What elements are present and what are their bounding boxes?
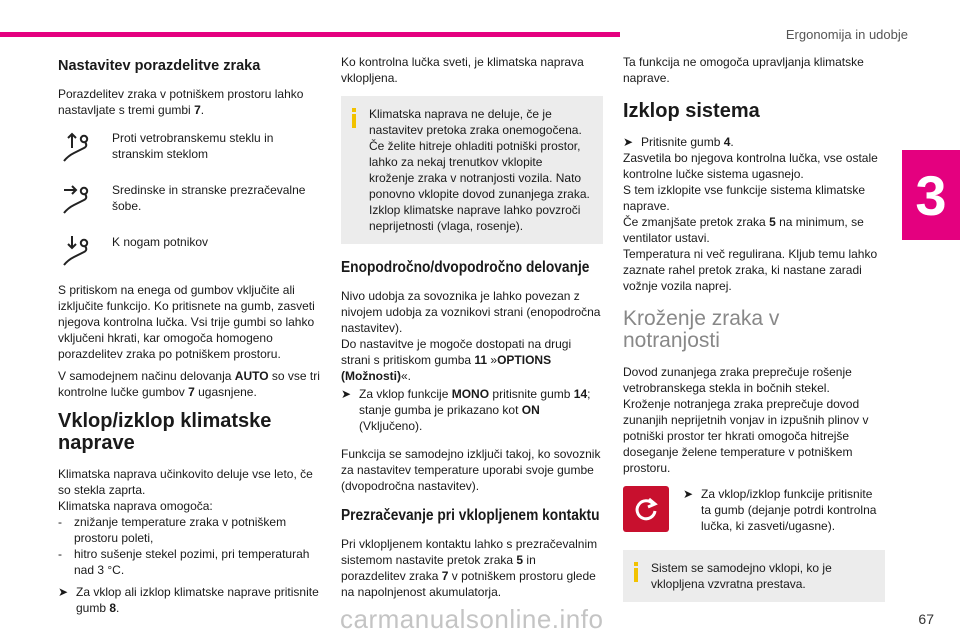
heading-system-off: Izklop sistema (623, 100, 760, 122)
vent-center-item (58, 180, 323, 216)
mono-instruction: ➤ Za vklop funkcije MONO pritisnite gumb 14; stanje gumba je prikazano kot ON (Vključeno). (341, 387, 591, 433)
header-accent-bar (0, 32, 620, 37)
arrow-bullet-icon: ➤ (341, 387, 352, 401)
info-box-reverse: Sistem se samodejno vklopi, ko je vklopljena vzvratna prestava. (623, 550, 885, 602)
contact-ventilation-text: Pri vklopljenem kontaktu lahko s prezračevalnim sistemom nastavite pretok zraka 5 in porazdelitev zraka 7 v potniškem prostoru glede na napolnjenost akumulatorja. (341, 537, 598, 599)
recirculation-instruction: ➤ Za vklop/izklop funkcije pritisnite ta gumb (dejanje potrdi kontrolna lučka, ki zasveti/ugasne). (623, 486, 885, 534)
list-item: - znižanje temperature zraka v potniškem prostoru poleti, (58, 515, 287, 545)
vent-feet-item (58, 232, 323, 268)
recirculation-text-1: Dovod zunanjega zraka preprečuje rošenje vetrobranskega stekla in bočnih stekel. (623, 365, 852, 395)
auto-mode-text: V samodejnem načinu delovanja AUTO so vse tri kontrolne lučke gumbov 7 ugasnjene. (58, 369, 320, 399)
options-access-text: Do nastavitve je mogoče dostopati na drugi strani s pritiskom gumba 11 »OPTIONS (Možnosti)«. (341, 337, 572, 383)
heading-air-distribution: Nastavitev porazdelitve zraka (58, 58, 261, 74)
vent-windscreen-item (58, 128, 323, 164)
vent-label-center: Sredinske in stranske prezračevalne šobe. (112, 183, 306, 213)
arrow-bullet-icon: ➤ (683, 487, 694, 501)
heading-mono-dual-zone: Enopodročno/dvopodročno delovanje (341, 259, 590, 276)
system-off-text-1: Zasvetila bo njegova kontrolna lučka, vse ostale kontrolne lučke sistema ugasnejo. (623, 151, 878, 181)
info-box-ac: Klimatska naprava ne deluje, če je nastavitev pretoka zraka onemogočena. Če želite hitreje ohladiti potniški prostor, lahko za nekaj trenutkov vklopite kroženje zraka v notranjosti vozila. Nato ponovno vklopite dovod zunanjega zraka. Izklop klimatske naprave lahko povzroči neprijetnosti (vlaga, rosenje). (341, 96, 603, 244)
arrow-bullet-icon: ➤ (623, 135, 634, 149)
recirculation-button[interactable] (623, 486, 669, 532)
info-icon (350, 108, 358, 128)
center-vent-icon (58, 180, 106, 216)
ac-enables-text: Klimatska naprava omogoča: (58, 499, 213, 513)
info-icon (632, 562, 640, 582)
watermark: carmanualsonline.info (340, 604, 604, 634)
page-header-title: Ergonomija in udobje (785, 27, 908, 42)
feet-vent-icon (58, 232, 106, 268)
system-off-instruction: ➤ Pritisnite gumb 4. (623, 135, 734, 149)
arrow-bullet-icon: ➤ (58, 585, 69, 599)
system-off-text-3: Če zmanjšate pretok zraka 5 na minimum, se ventilator ustavi. (623, 215, 864, 245)
recirculation-icon (631, 494, 661, 524)
column-2 (341, 54, 603, 606)
vent-label-windscreen: Proti vetrobranskemu steklu in stranskim steklom (112, 131, 274, 161)
windscreen-vent-icon (58, 128, 106, 164)
air-distribution-intro: Porazdelitev zraka v potniškem prostoru lahko nastavljate s tremi gumbi 7. (58, 87, 304, 117)
column-3 (623, 54, 885, 618)
ac-efficiency-text: Klimatska naprava učinkovito deluje vse leto, če so stekla zaprta. (58, 467, 313, 497)
list-item: - hitro sušenje stekel pozimi, pri temperaturah nad 3 °C. (58, 547, 310, 577)
auto-off-text: Funkcija se samodejno izključi takoj, ko sovoznik za nastavitev temperature uporabi svoje gumbe (dvopodročna nastavitev). (341, 447, 601, 493)
recirculation-text-2: Kroženje notranjega zraka preprečuje dovod zunanjih neprijetnih vonjav in izpušnih plinov v potniški prostor ter hkrati omogoča hitrejše doseganje želene temperature v potniškem prostoru. (623, 397, 869, 475)
press-button-text: S pritiskom na enega od gumbov vključite ali izključite funkcijo. Ko pritisnete na gumb, zasveti njegova kontrolna lučka. Vsi trije gumbi so lahko vključeni hkrati, kar omogoča homogeno porazdelitev zraka po potniškem prostoru. (58, 283, 315, 361)
ac-toggle-instruction: ➤ Za vklop ali izklop klimatske naprave pritisnite gumb 8. (58, 585, 319, 615)
vent-label-feet: K nogam potnikov (112, 235, 209, 249)
ac-light-text: Ko kontrolna lučka sveti, je klimatska naprava vklopljena. (341, 55, 584, 85)
mono-zone-text: Nivo udobja za sovoznika je lahko povezan z nivojem udobja za voznikovi strani (enopodročna nastavitev). (341, 289, 601, 335)
page-number: 67 (918, 611, 934, 627)
no-control-text: Ta funkcija ne omogoča upravljanja klimatske naprave. (623, 55, 864, 85)
chapter-tab: 3 (902, 150, 960, 240)
heading-recirculation: Kroženje zraka v notranjosti (623, 307, 780, 352)
system-off-text-4: Temperatura ni več regulirana. Kljub temu lahko zaznate rahel pretok zraka, ki nastane zaradi vožnje vozila naprej. (623, 247, 878, 293)
heading-ventilation-contact: Prezračevanje pri vklopljenem kontaktu (341, 507, 600, 524)
system-off-text-2: S tem izklopite vse funkcije sistema klimatske naprave. (623, 183, 866, 213)
heading-ac-on-off: Vklop/izklop klimatske naprave (58, 410, 272, 454)
column-1 (58, 54, 323, 622)
